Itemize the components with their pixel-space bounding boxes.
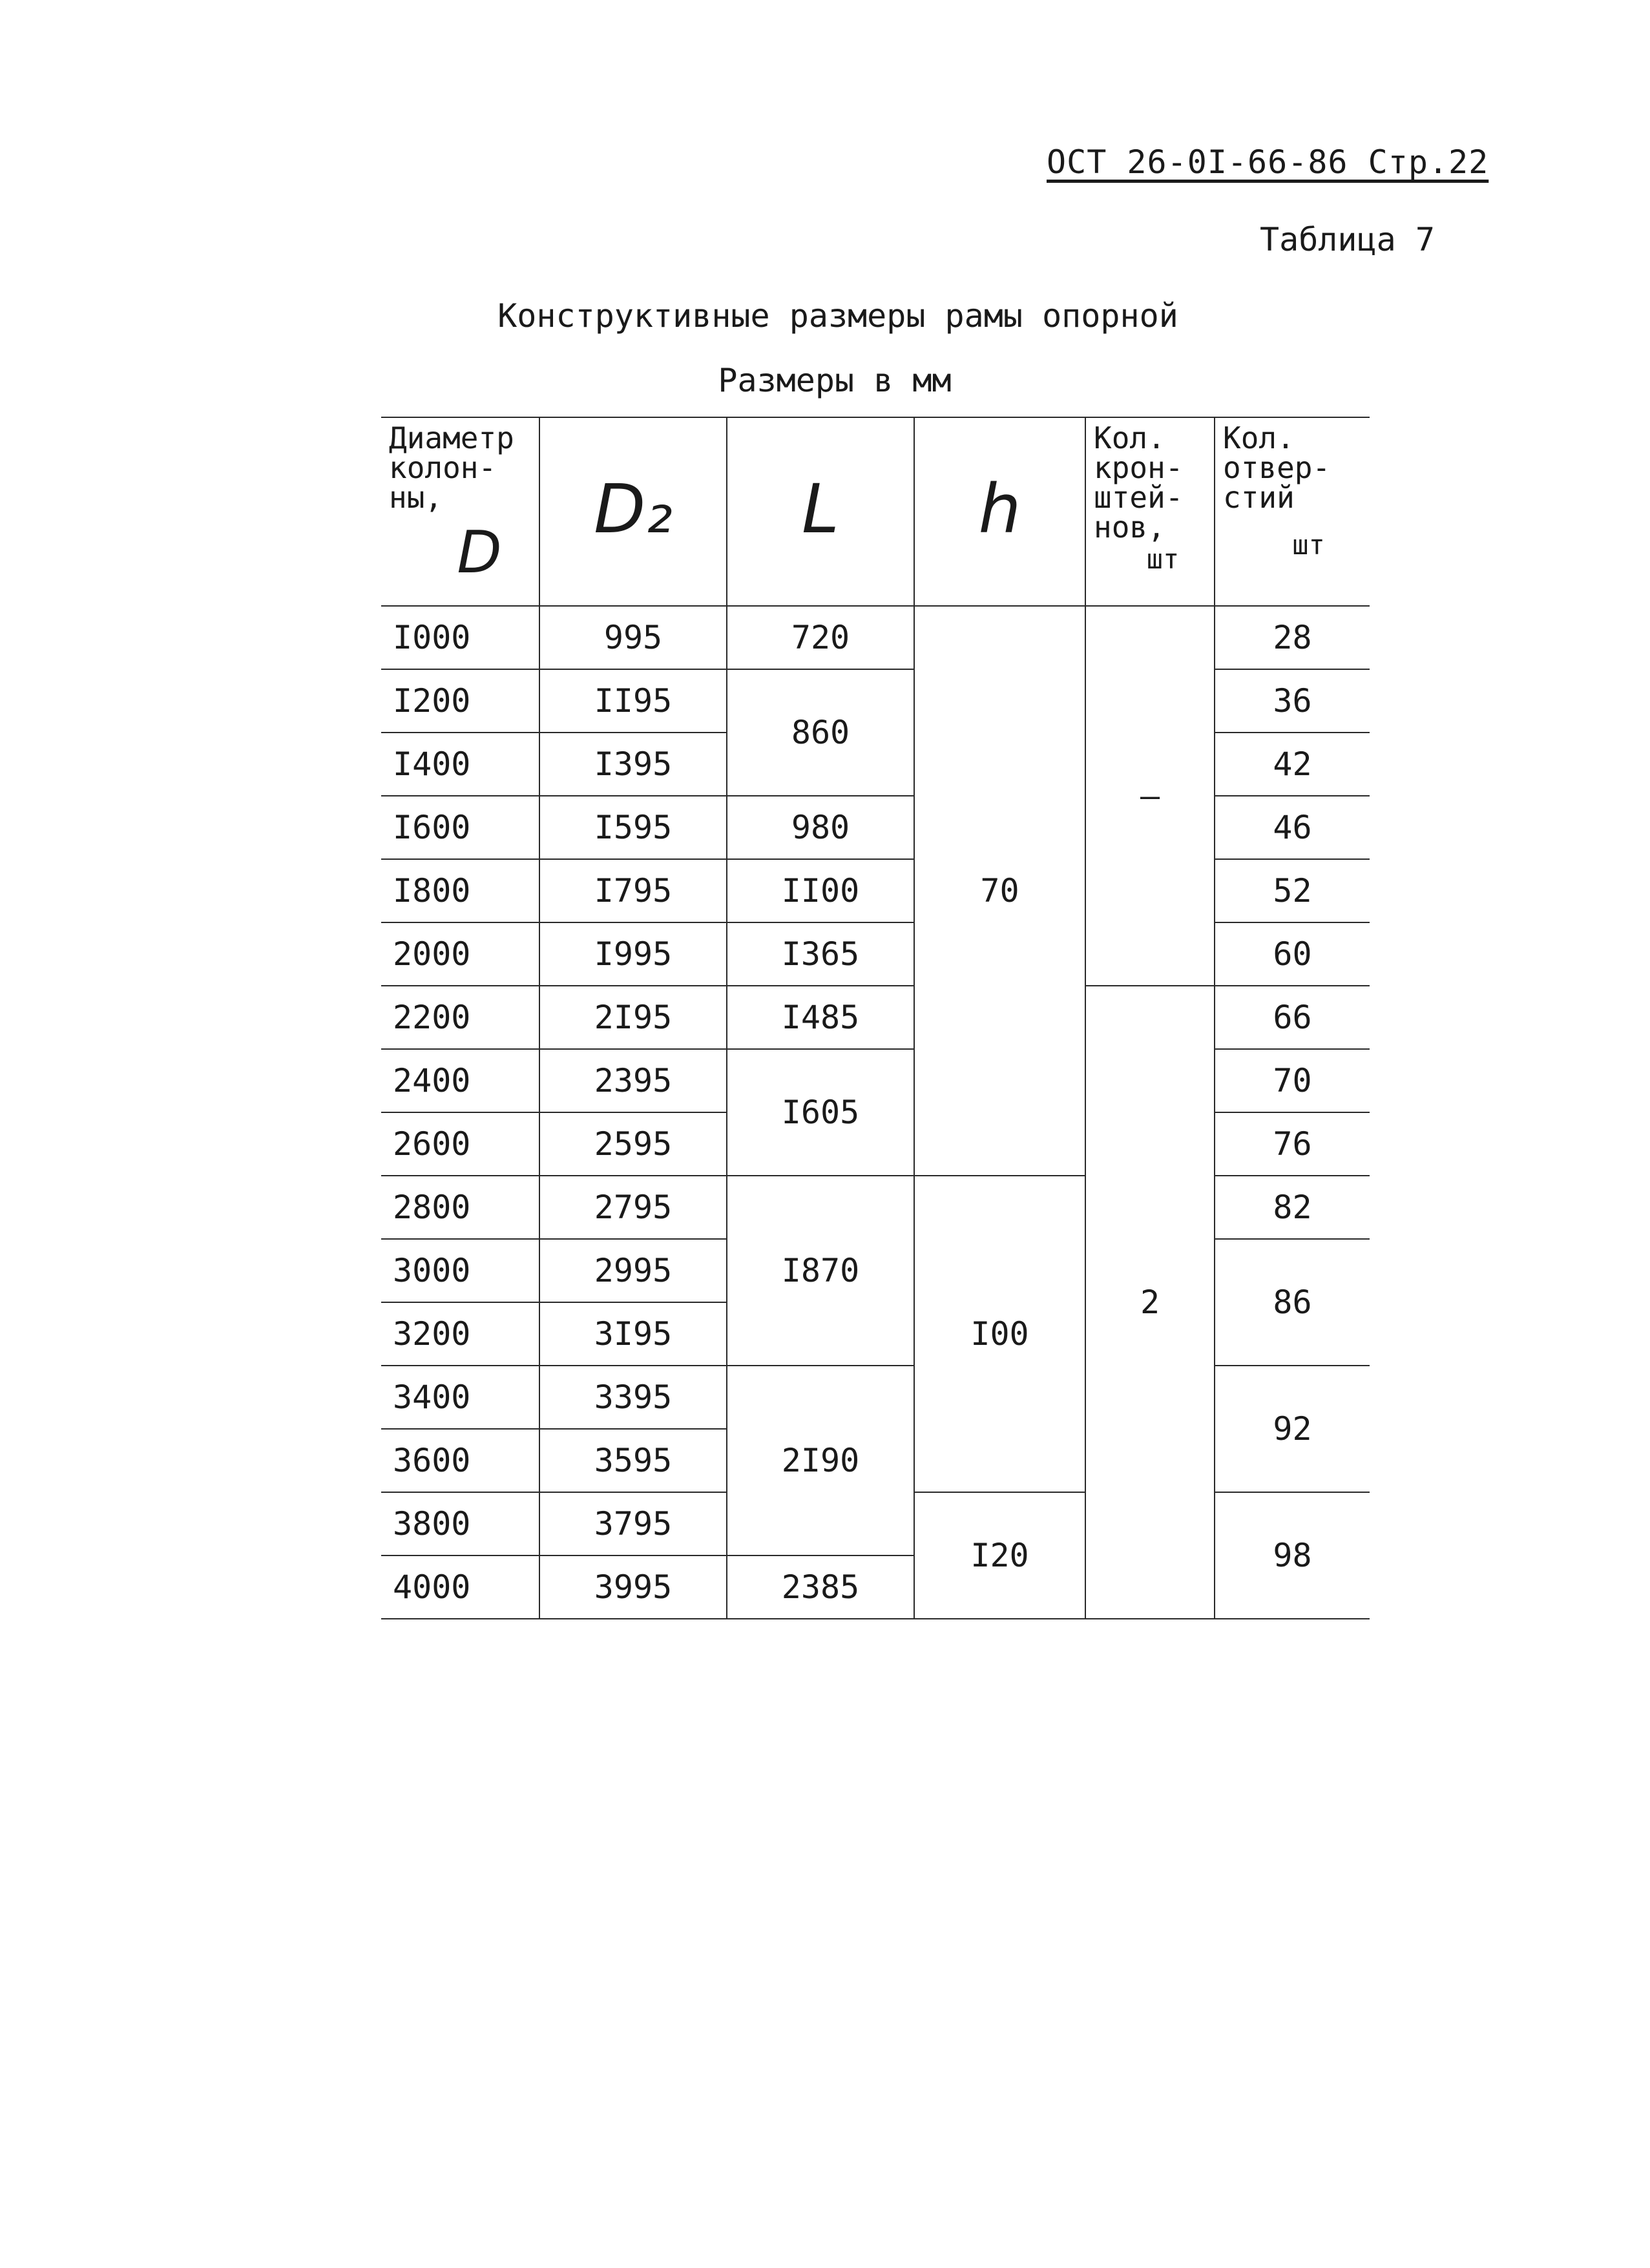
header-holes-unit: шт [1292,529,1325,561]
cell-l: I870 [727,1176,914,1366]
cell-h: 70 [914,606,1085,1176]
cell-d2: I395 [539,733,727,796]
header-column-diameter [381,417,539,606]
cell-diameter: I600 [381,796,539,859]
cell-l: 980 [727,796,914,859]
cell-d2: I795 [539,859,727,922]
table-title: Конструктивные размеры рамы опорной [497,297,1178,335]
cell-l: I605 [727,1049,914,1176]
table-row [381,1049,1370,1112]
cell-d2: I995 [539,922,727,986]
cell-d2: I595 [539,796,727,859]
cell-holes: 98 [1215,1492,1370,1619]
cell-d2: 3395 [539,1366,727,1429]
table-row [381,1176,1370,1239]
cell-l: 2I90 [727,1366,914,1555]
cell-diameter: 3200 [381,1302,539,1366]
cell-d2: 2I95 [539,986,727,1049]
cell-brackets: – [1085,606,1215,986]
table-row [381,1366,1370,1429]
header-holes-label: Кол. отвер- стий [1223,421,1331,515]
cell-diameter: 2800 [381,1176,539,1239]
cell-l: 720 [727,606,914,669]
cell-d2: II95 [539,669,727,733]
cell-l: I365 [727,922,914,986]
cell-holes: 92 [1215,1366,1370,1492]
cell-d2: 3I95 [539,1302,727,1366]
cell-d2: 2995 [539,1239,727,1302]
document-reference: ОСТ 26-0I-66-86 Стр.22 [1047,143,1489,181]
dimensions-table [381,417,1370,1619]
cell-holes: 76 [1215,1112,1370,1176]
cell-d2: 3995 [539,1555,727,1619]
cell-holes: 46 [1215,796,1370,859]
cell-diameter: I200 [381,669,539,733]
cell-diameter: 2000 [381,922,539,986]
cell-brackets: 2 [1085,986,1215,1619]
header-column-l [727,417,914,606]
cell-diameter: I800 [381,859,539,922]
cell-h: I00 [914,1176,1085,1492]
cell-diameter: 2400 [381,1049,539,1112]
header-l-symbol: L [802,470,839,548]
table-row [381,796,1370,859]
cell-diameter: 3000 [381,1239,539,1302]
cell-diameter: I000 [381,606,539,669]
table-row [381,669,1370,733]
cell-d2: 3595 [539,1429,727,1492]
cell-holes: 86 [1215,1239,1370,1366]
cell-diameter: 4000 [381,1555,539,1619]
header-column-h [914,417,1085,606]
header-column-holes [1215,417,1370,606]
table-row [381,986,1370,1049]
cell-diameter: 2200 [381,986,539,1049]
table-row [381,922,1370,986]
cell-d2: 3795 [539,1492,727,1555]
cell-diameter: 3600 [381,1429,539,1492]
cell-holes: 42 [1215,733,1370,796]
cell-l: 2385 [727,1555,914,1619]
cell-holes: 70 [1215,1049,1370,1112]
cell-d2: 2595 [539,1112,727,1176]
cell-holes: 82 [1215,1176,1370,1239]
cell-l: I485 [727,986,914,1049]
table-number: Таблица 7 [1260,221,1435,258]
cell-l: II00 [727,859,914,922]
cell-l: 860 [727,669,914,796]
table-header-row [381,417,1370,606]
cell-diameter: 3800 [381,1492,539,1555]
cell-holes: 60 [1215,922,1370,986]
cell-diameter: 2600 [381,1112,539,1176]
header-diameter-label: Диаметр колон- ны, [389,421,514,515]
cell-diameter: I400 [381,733,539,796]
cell-diameter: 3400 [381,1366,539,1429]
cell-d2: 995 [539,606,727,669]
cell-d2: 2795 [539,1176,727,1239]
cell-holes: 66 [1215,986,1370,1049]
cell-d2: 2395 [539,1049,727,1112]
cell-holes: 36 [1215,669,1370,733]
header-d2-symbol: D₂ [594,470,673,548]
table-row [381,859,1370,922]
cell-holes: 28 [1215,606,1370,669]
header-column-brackets [1085,417,1215,606]
header-brackets-unit: шт [1146,543,1180,575]
header-column-d2 [539,417,727,606]
header-h-symbol: h [978,470,1021,548]
table-units: Размеры в мм [718,362,952,399]
cell-h: I20 [914,1492,1085,1619]
cell-holes: 52 [1215,859,1370,922]
table-row [381,606,1370,669]
header-diameter-symbol: D [457,519,502,587]
header-brackets-label: Кол. крон- штей- нов, [1094,421,1184,545]
